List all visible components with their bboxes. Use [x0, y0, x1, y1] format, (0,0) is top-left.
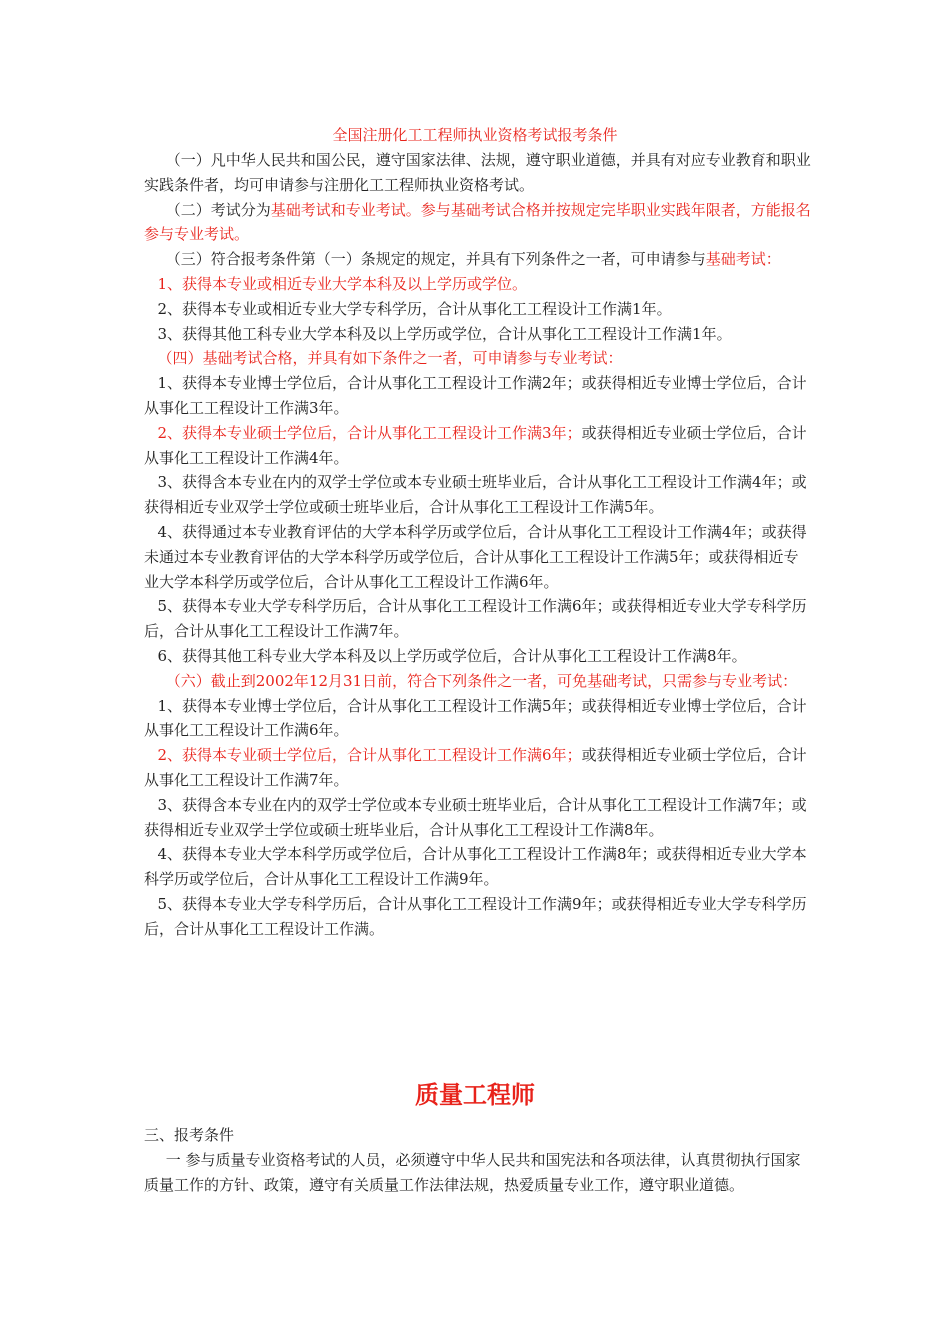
pro-item-2-text: 或获得相近专业硕士学位后，合计从事化工工程设计工作满4年。 — [144, 423, 807, 467]
section-2-body — [144, 1123, 812, 1197]
paragraph-3-text: （三）符合报考条件第（一）条规定的规定，并具有下列条件之一者，可申请参与 — [165, 250, 706, 269]
section-2-subheading: 三、报考条件 — [144, 1126, 235, 1144]
pro-item-3: 3、获得含本专业在内的双学士学位或本专业硕士班毕业后，合计从事化工工程设计工作满4年；或获得相近专业双学士学位或硕士班毕业后，合计从事化工工程设计工作满5年。 — [144, 473, 807, 517]
paragraph-6: （六）截止到2002年12月31日前，符合下列条件之一者，可免基础考试，只需参与专业考试： — [165, 671, 798, 690]
exempt-item-3: 3、获得含本专业在内的双学士学位或本专业硕士班毕业后，合计从事化工工程设计工作满7年；或获得相近专业双学士学位或硕士班毕业后，合计从事化工工程设计工作满8年。 — [144, 795, 807, 839]
pro-item-2 — [144, 421, 812, 471]
paragraph-2 — [144, 198, 812, 248]
section-2-paragraph: 一 参与质量专业资格考试的人员，必须遵守中华人民共和国宪法和各项法律，认真贯彻执行国家质量工作的方针、政策，遵守有关质量工作法律法规，热爱质量专业工作，遵守职业道德。 — [144, 1150, 801, 1194]
paragraph-3 — [144, 247, 812, 272]
paragraph-3-highlight: 基础考试： — [705, 250, 781, 269]
section-heading-quality-engineer: 质量工程师 — [415, 1081, 535, 1109]
paragraph-2-text: （二）考试分为 — [165, 200, 271, 219]
pro-item-4: 4、获得通过本专业教育评估的大学本科学历或学位后，合计从事化工工程设计工作满4年；或获得未通过本专业教育评估的大学本科学历或学位后，合计从事化工工程设计工作满5年；或获得相近专业大学本科学历或学位后，合计从事化工工程设计工作满6年。 — [144, 522, 807, 591]
exempt-item-2 — [144, 743, 812, 793]
document-title: 全国注册化工工程师执业资格考试报考条件 — [332, 126, 618, 144]
exempt-item-1: 1、获得本专业博士学位后，合计从事化工工程设计工作满5年；或获得相近专业博士学位后，合计从事化工工程设计工作满6年。 — [144, 696, 807, 740]
basic-item-2: 2、获得本专业或相近专业大学专科学历，合计从事化工工程设计工作满1年。 — [157, 299, 672, 318]
exempt-item-4: 4、获得本专业大学本科学历或学位后，合计从事化工工程设计工作满8年；或获得相近专业大学本科学历或学位后，合计从事化工工程设计工作满9年。 — [144, 845, 807, 889]
exempt-item-2-highlight: 2、获得本专业硕士学位后，合计从事化工工程设计工作满6年； — [157, 746, 582, 765]
pro-item-5: 5、获得本专业大学专科学历后，合计从事化工工程设计工作满6年；或获得相近专业大学专科学历后，合计从事化工工程设计工作满7年。 — [144, 597, 807, 641]
pro-item-1: 1、获得本专业博士学位后，合计从事化工工程设计工作满2年；或获得相近专业博士学位后，合计从事化工工程设计工作满3年。 — [144, 374, 807, 417]
paragraph-1: （一）凡中华人民共和国公民，遵守国家法律、法规，遵守职业道德，并具有对应专业教育和职业实践条件者，均可申请参与注册化工工程师执业资格考试。 — [144, 151, 811, 194]
basic-item-1: 1、获得本专业或相近专业大学本科及以上学历或学位。 — [157, 274, 528, 293]
pro-item-2-highlight: 2、获得本专业硕士学位后，合计从事化工工程设计工作满3年； — [157, 423, 582, 442]
document-body — [144, 148, 812, 942]
exempt-item-2-text: 或获得相近专业硕士学位后，合计从事化工工程设计工作满7年。 — [144, 746, 807, 789]
paragraph-2-highlight: 基础考试和专业考试。参与基础考试合格并按规定完毕职业实践年限者，方能报名参与专业考试。 — [144, 200, 811, 244]
basic-item-3: 3、获得其他工科专业大学本科及以上学历或学位，合计从事化工工程设计工作满1年。 — [157, 324, 732, 343]
paragraph-4: （四）基础考试合格，并具有如下条件之一者，可申请参与专业考试： — [157, 349, 623, 368]
pro-item-6: 6、获得其他工科专业大学本科及以上学历或学位后，合计从事化工工程设计工作满8年。 — [157, 646, 747, 665]
exempt-item-5: 5、获得本专业大学专科学历后，合计从事化工工程设计工作满9年；或获得相近专业大学专科学历后，合计从事化工工程设计工作满。 — [144, 894, 807, 938]
